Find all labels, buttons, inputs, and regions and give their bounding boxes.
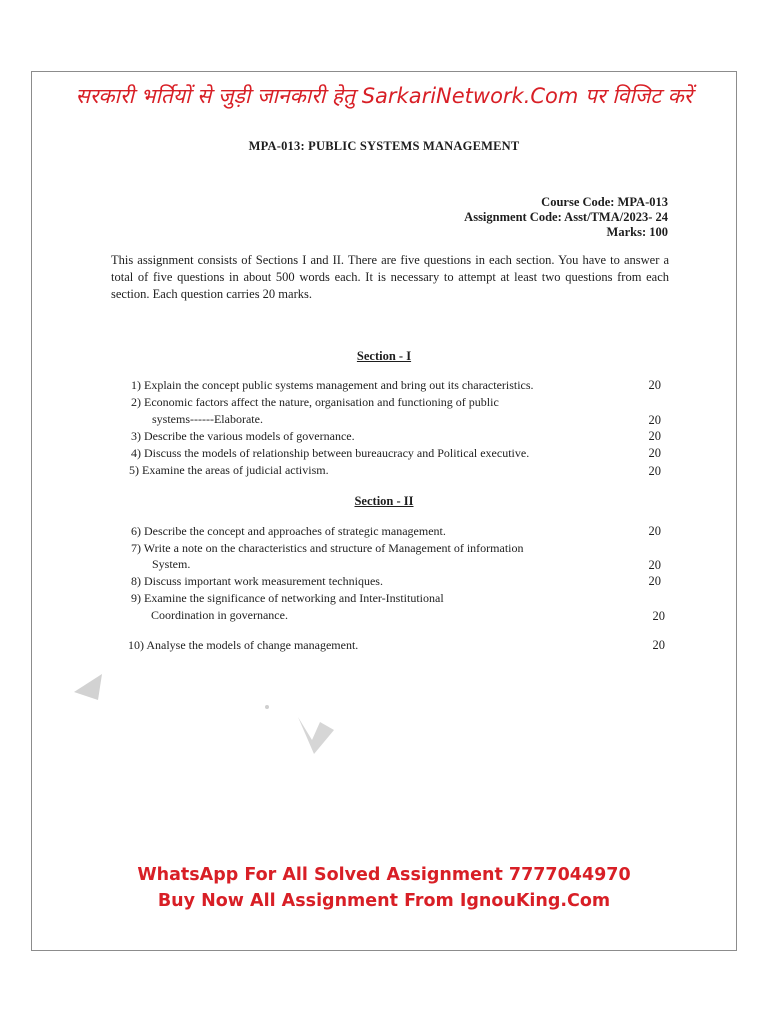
question-2-marks: 20	[648, 413, 661, 427]
question-number: 8)	[131, 574, 141, 588]
question-3-marks: 20	[648, 429, 661, 443]
question-text: Describe the concept and approaches of strategic management.	[144, 524, 446, 538]
course-code: Course Code: MPA-013	[541, 195, 668, 209]
watermark-graphic	[62, 622, 362, 762]
question-number: 5)	[129, 463, 139, 477]
question-number: 9)	[131, 591, 141, 605]
question-2-line-2: systems------Elaborate.	[152, 412, 263, 426]
question-9-line-2: Coordination in governance.	[151, 608, 288, 622]
question-number: 3)	[131, 429, 141, 443]
document-page	[31, 71, 737, 951]
question-9-marks: 20	[652, 609, 665, 623]
watermark-stroke	[74, 674, 102, 700]
question-9	[131, 591, 444, 606]
question-text: Discuss important work measurement techniques.	[144, 574, 383, 588]
question-1	[131, 378, 534, 393]
watermark-stroke	[298, 717, 334, 754]
question-5	[129, 463, 329, 478]
question-2	[131, 395, 499, 410]
question-number: 6)	[131, 524, 141, 538]
question-6-marks: 20	[648, 524, 661, 538]
question-number: 10)	[128, 638, 144, 652]
question-5-marks: 20	[648, 464, 661, 478]
question-text-line-1: Economic factors affect the nature, organisation and functioning of public	[144, 395, 499, 409]
instructions-paragraph: This assignment consists of Sections I and II. There are five questions in each section. You have to answer a total of five questions in about 500 words each. It is necessary to attempt at least two questions from each section. Each question carries 20 marks.	[111, 253, 669, 301]
question-number: 7)	[131, 541, 141, 555]
question-1-marks: 20	[648, 378, 661, 392]
question-text-line-1: Write a note on the characteristics and structure of Management of information	[143, 541, 524, 555]
header-banner: सरकारी भर्तियों से जुड़ी जानकारी हेतु SarkariNetwork.Com पर विजिट करें	[75, 84, 693, 108]
question-6	[131, 524, 446, 539]
page-title: MPA-013: PUBLIC SYSTEMS MANAGEMENT	[248, 139, 520, 153]
section-1-heading: Section - I	[356, 349, 412, 363]
question-number: 4)	[131, 446, 141, 460]
question-8	[131, 574, 383, 589]
question-text: Describe the various models of governance.	[144, 429, 355, 443]
question-7	[131, 541, 524, 556]
watermark-dot	[265, 705, 269, 709]
question-text: Discuss the models of relationship between bureaucracy and Political executive.	[144, 446, 530, 460]
question-text: Explain the concept public systems management and bring out its characteristics.	[144, 378, 534, 392]
question-4-marks: 20	[648, 446, 661, 460]
question-7-line-2: System.	[152, 557, 191, 571]
question-8-marks: 20	[648, 574, 661, 588]
question-10-marks: 20	[652, 638, 665, 652]
footer-whatsapp-line: WhatsApp For All Solved Assignment 7777044970	[137, 865, 631, 885]
total-marks: Marks: 100	[606, 225, 668, 239]
question-number: 2)	[131, 395, 141, 409]
footer-buy-line: Buy Now All Assignment From IgnouKing.Com	[157, 891, 611, 911]
assignment-code: Assignment Code: Asst/TMA/2023- 24	[464, 210, 668, 224]
question-text: Examine the areas of judicial activism.	[142, 463, 329, 477]
question-text: Analyse the models of change management.	[146, 638, 359, 652]
section-2-heading: Section - II	[354, 494, 414, 508]
question-4	[131, 446, 529, 461]
question-3	[131, 429, 355, 444]
course-info	[464, 195, 668, 240]
question-text-line-1: Examine the significance of networking and Inter-Institutional	[144, 591, 444, 605]
question-number: 1)	[131, 378, 141, 392]
question-7-marks: 20	[648, 558, 661, 572]
